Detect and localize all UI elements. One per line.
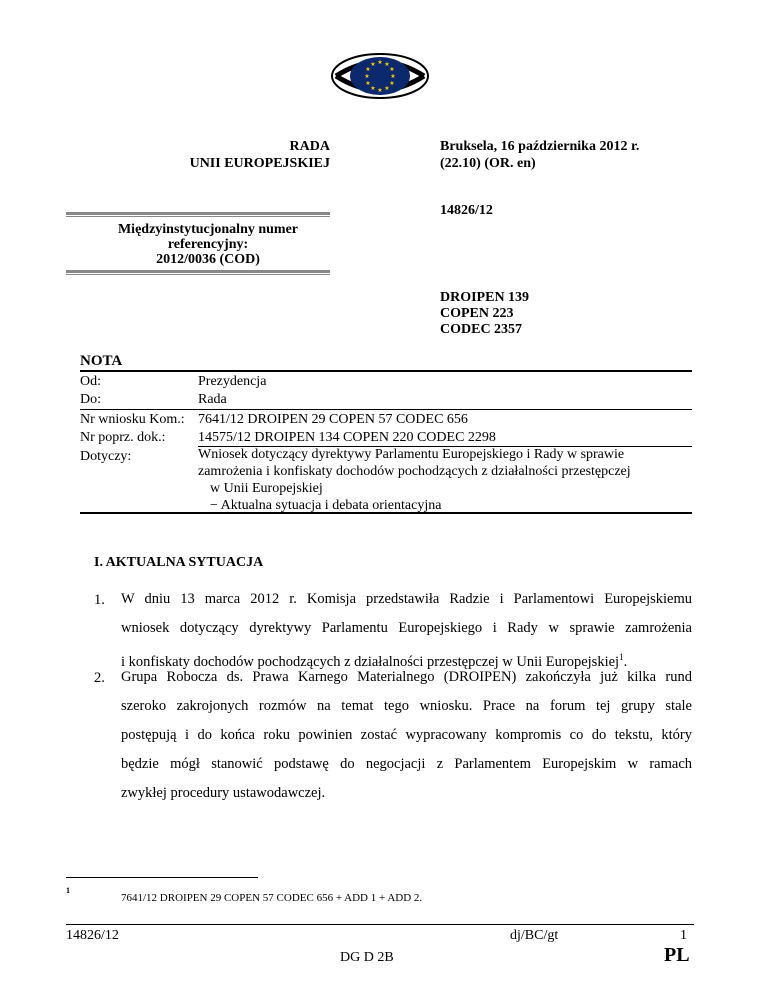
eu-council-logo — [330, 52, 430, 100]
interinst-label-line1: Międzyinstytucjonalny numer — [117, 222, 299, 237]
subject-line: − Aktualna sytuacja i debata orientacyjna — [210, 498, 442, 513]
paragraph-line: zwykłej procedury ustawodawczej. — [121, 785, 326, 801]
footer-initials: dj/BC/gt — [510, 928, 559, 943]
meta-value-subject — [198, 446, 631, 514]
footnote-rule — [66, 877, 258, 878]
footnote-ref: 1 — [619, 652, 624, 662]
doc-codes — [440, 290, 529, 338]
svg-text:★: ★ — [377, 87, 383, 94]
interinst-label-line2: referencyjny: — [167, 237, 249, 252]
date-place — [440, 138, 639, 172]
svg-text:★: ★ — [370, 85, 376, 92]
footer-rule — [66, 924, 694, 925]
footer-dg: DG D 2B — [340, 950, 394, 965]
footer-page-number: 1 — [680, 928, 687, 943]
paragraph-number: 2. — [94, 670, 105, 686]
meta-label-to: Do: — [80, 392, 101, 407]
subject-line: zamrożenia i konfiskaty dochodów pochodzących z działalności przestępczej — [198, 464, 631, 479]
paragraph-end: . — [623, 653, 628, 670]
interinst-top-rule — [66, 212, 330, 217]
meta-value-proposal: 7641/12 DROIPEN 29 COPEN 57 CODEC 656 — [198, 412, 468, 427]
svg-text:★: ★ — [390, 73, 396, 80]
paragraph-line: wniosek dotyczący dyrektywy Parlamentu Europejskiego i Rady w sprawie zamrożenia — [121, 620, 692, 636]
doc-number: 14826/12 — [440, 203, 493, 218]
footnote-text: 7641/12 DROIPEN 29 COPEN 57 CODEC 656 + ADD 1 + ADD 2. — [121, 892, 423, 904]
footer-doc-number: 14826/12 — [66, 928, 119, 943]
paragraph-2 — [121, 663, 692, 808]
interinst-number: 2012/0036 (COD) — [156, 252, 260, 267]
meta-value-prev-doc: 14575/12 DROIPEN 134 COPEN 220 CODEC 2298 — [198, 430, 496, 445]
meta-value-from: Prezydencja — [198, 374, 267, 389]
council-name — [60, 138, 330, 172]
svg-text:★: ★ — [389, 66, 395, 73]
meta-value-to: Rada — [198, 392, 227, 407]
note-rule-top — [80, 370, 692, 372]
note-rule-bottom — [80, 512, 692, 514]
meta-label-prev-doc: Nr poprz. dok.: — [80, 430, 166, 445]
subject-line: w Unii Europejskiej — [210, 481, 323, 496]
footer-language: PL — [664, 944, 690, 966]
code-item: DROIPEN 139 — [440, 290, 530, 305]
date-line2: (22.10) (OR. en) — [440, 156, 536, 171]
date-line1: Bruksela, 16 października 2012 r. — [440, 139, 640, 154]
interinst-reference — [88, 222, 328, 267]
paragraph-line: W dniu 13 marca 2012 r. Komisja przedstawiła Radzie i Parlamentowi Europejskiemu — [121, 591, 692, 607]
paragraph-line: i konfiskaty dochodów pochodzących z działalności przestępczej w Unii Europejskiej — [121, 653, 620, 670]
svg-text:★: ★ — [384, 61, 390, 68]
paragraph-line: Grupa Robocza ds. Prawa Karnego Materialnego (DROIPEN) zakończyła już kilka rund — [121, 669, 692, 685]
svg-text:★: ★ — [389, 80, 395, 87]
note-rule-mid — [80, 409, 692, 410]
svg-text:★: ★ — [365, 80, 371, 87]
svg-text:★: ★ — [377, 59, 383, 66]
code-item: COPEN 223 — [440, 306, 514, 321]
paragraph-line: będzie mógł stanowić podstawę do negocjacji z Parlamentem Europejskim w ramach — [121, 756, 692, 772]
meta-label-proposal: Nr wniosku Kom.: — [80, 412, 185, 427]
meta-label-subject: Dotyczy: — [80, 449, 132, 464]
svg-text:★: ★ — [365, 66, 371, 73]
footnote-number: 1 — [66, 886, 70, 895]
svg-text:★: ★ — [370, 61, 376, 68]
paragraph-line: postępują i do końca roku powinien zostać wypracowany kompromis co do tekstu, który — [121, 727, 692, 743]
section-title: I. AKTUALNA SYTUACJA — [94, 555, 264, 570]
svg-text:★: ★ — [384, 85, 390, 92]
interinst-bottom-rule — [66, 270, 330, 275]
svg-text:★: ★ — [364, 73, 370, 80]
paragraph-number: 1. — [94, 592, 105, 608]
code-item: CODEC 2357 — [440, 322, 523, 337]
paragraph-line: szeroko zakrojonych rozmów na temat tego wniosku. Prace na forum tej grupy stale — [121, 698, 692, 714]
meta-label-from: Od: — [80, 374, 101, 389]
note-title: NOTA — [80, 353, 123, 369]
council-name-line2: UNII EUROPEJSKIEJ — [189, 156, 330, 171]
subject-line: Wniosek dotyczący dyrektywy Parlamentu Europejskiego i Rady w sprawie — [198, 447, 625, 462]
council-name-line1: RADA — [289, 139, 330, 154]
